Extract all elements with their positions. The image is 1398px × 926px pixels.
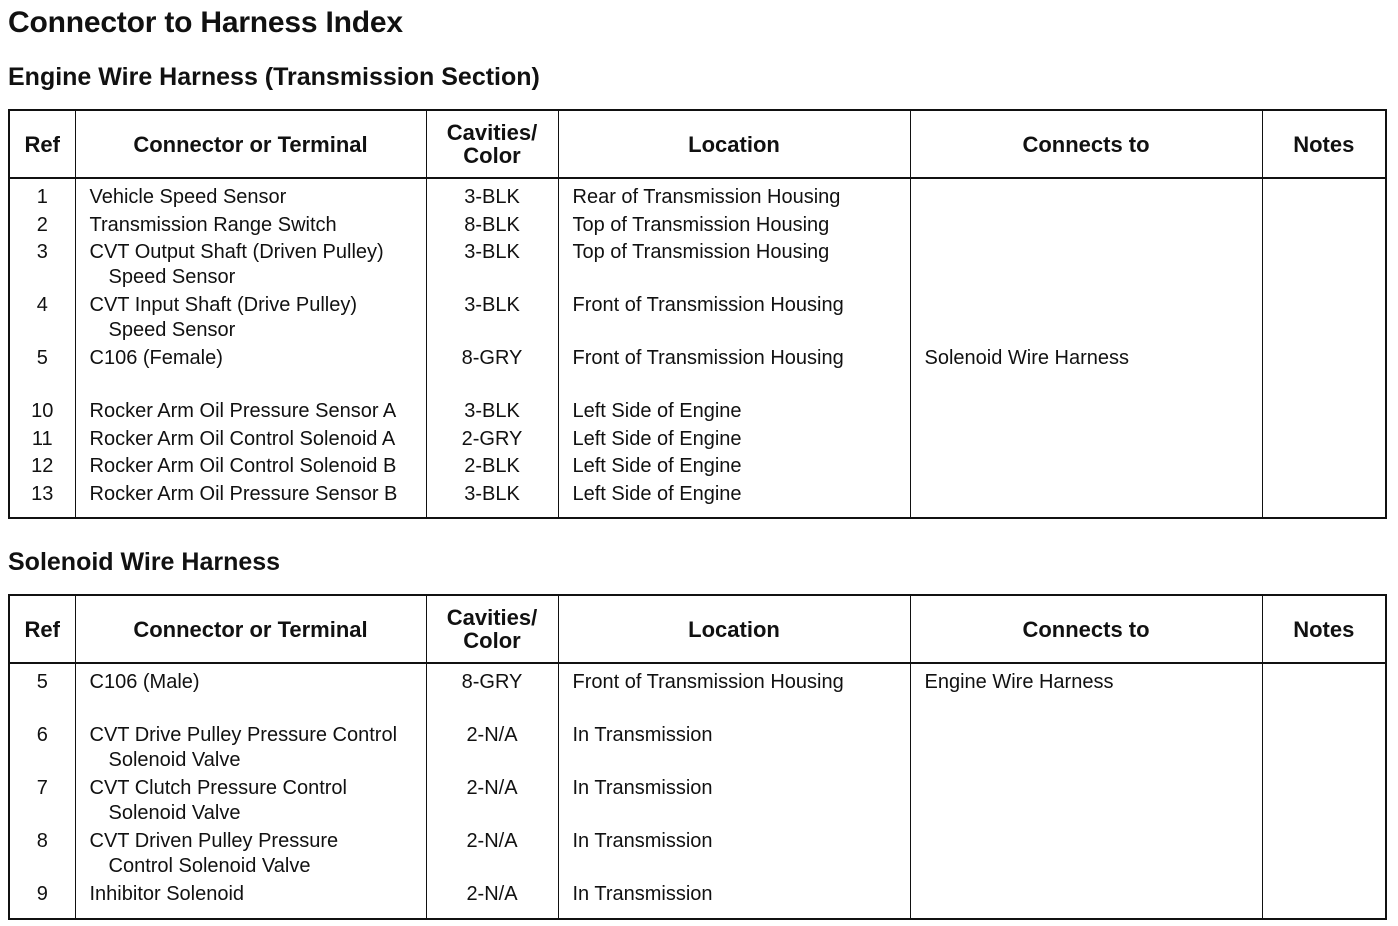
cell-location: In Transmission — [558, 776, 910, 829]
cell-ref: 5 — [36, 347, 48, 369]
cell-ref: 3 — [36, 241, 48, 263]
cell-ref: 8 — [36, 830, 48, 852]
cell-location: Left Side of Engine — [558, 427, 910, 455]
table-row — [9, 427, 1386, 455]
cell-cavities: 3-BLK — [426, 178, 558, 213]
connector-name-continued: Solenoid Valve — [108, 802, 241, 824]
connector-name: Rocker Arm Oil Pressure Sensor A — [89, 400, 397, 422]
page-title: Connector to Harness Index — [8, 6, 403, 39]
cell-connects-to — [910, 482, 1262, 519]
cell-cavities: 2-N/A — [426, 829, 558, 882]
cell-notes — [1262, 723, 1386, 776]
cell-connector — [75, 399, 426, 427]
cell-connector — [75, 663, 426, 723]
cell-ref: 9 — [36, 883, 48, 905]
cell-notes — [1262, 240, 1386, 293]
cell-connector — [75, 346, 426, 399]
cell-notes — [1262, 346, 1386, 399]
cell-connects-to — [910, 454, 1262, 482]
cell-connects-to — [910, 829, 1262, 882]
header-connects-to: Connects to — [910, 110, 1262, 178]
cell-connector — [75, 882, 426, 919]
cell-connects-to — [910, 293, 1262, 346]
cell-location: Left Side of Engine — [558, 454, 910, 482]
header-ref: Ref — [9, 110, 75, 178]
header-connects-to: Connects to — [910, 595, 1262, 663]
cell-location: Top of Transmission Housing — [558, 240, 910, 293]
cell-connector — [75, 723, 426, 776]
cell-connects-to — [910, 240, 1262, 293]
cell-notes — [1262, 829, 1386, 882]
cell-notes — [1262, 482, 1386, 519]
cell-cavities: 2-N/A — [426, 882, 558, 919]
section-title-engine-harness: Engine Wire Harness (Transmission Section) — [8, 63, 540, 91]
cell-cavities: 2-N/A — [426, 776, 558, 829]
connector-name: Inhibitor Solenoid — [89, 883, 245, 905]
table-row — [9, 776, 1386, 829]
table-row — [9, 882, 1386, 919]
cell-location: Top of Transmission Housing — [558, 213, 910, 241]
connector-name: CVT Driven Pulley Pressure — [89, 830, 339, 852]
engine-harness-rows — [9, 178, 1386, 518]
cell-connector — [75, 178, 426, 213]
cell-connects-to — [910, 427, 1262, 455]
solenoid-harness-table — [8, 594, 1387, 920]
cell-cavities: 3-BLK — [426, 482, 558, 519]
cell-notes — [1262, 213, 1386, 241]
connector-name: C106 (Female) — [89, 347, 223, 369]
table-row — [9, 213, 1386, 241]
connector-name-continued: Speed Sensor — [108, 266, 236, 288]
connector-name: Rocker Arm Oil Control Solenoid B — [89, 455, 397, 477]
cell-ref: 10 — [31, 400, 54, 422]
header-cavities-line2: Color — [463, 628, 521, 653]
table-row — [9, 346, 1386, 399]
cell-location: In Transmission — [558, 723, 910, 776]
engine-harness-table — [8, 109, 1387, 519]
cell-notes — [1262, 882, 1386, 919]
table-row — [9, 240, 1386, 293]
cell-cavities: 3-BLK — [426, 399, 558, 427]
cell-location: In Transmission — [558, 829, 910, 882]
cell-ref: 13 — [31, 482, 54, 505]
connector-name-continued: Speed Sensor — [108, 319, 236, 341]
header-connector: Connector or Terminal — [75, 595, 426, 663]
header-location: Location — [558, 110, 910, 178]
cell-connects-to — [910, 776, 1262, 829]
cell-ref: 6 — [36, 724, 48, 746]
table-row — [9, 454, 1386, 482]
cell-connects-to — [910, 399, 1262, 427]
cell-notes — [1262, 178, 1386, 213]
cell-notes — [1262, 399, 1386, 427]
cell-ref: 5 — [36, 671, 48, 693]
cell-notes — [1262, 427, 1386, 455]
connector-name-continued: Solenoid Valve — [108, 749, 241, 771]
cell-notes — [1262, 663, 1386, 723]
connector-name: CVT Clutch Pressure Control — [89, 777, 347, 799]
header-cavities — [426, 595, 558, 663]
cell-ref: 1 — [36, 186, 48, 208]
header-cavities-line2: Color — [463, 143, 521, 168]
cell-ref: 12 — [31, 455, 54, 477]
cell-cavities: 2-N/A — [426, 723, 558, 776]
table-row — [9, 723, 1386, 776]
cell-location: Front of Transmission Housing — [558, 293, 910, 346]
cell-cavities: 3-BLK — [426, 240, 558, 293]
cell-notes — [1262, 776, 1386, 829]
cell-connector — [75, 293, 426, 346]
cell-cavities: 2-BLK — [426, 454, 558, 482]
cell-connector — [75, 454, 426, 482]
connector-name: C106 (Male) — [89, 671, 200, 693]
cell-connects-to: Engine Wire Harness — [910, 663, 1262, 723]
cell-cavities: 3-BLK — [426, 293, 558, 346]
header-cavities-line1: Cavities/ — [446, 605, 538, 630]
table-row — [9, 399, 1386, 427]
cell-cavities: 8-GRY — [426, 663, 558, 723]
cell-cavities: 8-GRY — [426, 346, 558, 399]
connector-name: CVT Output Shaft (Driven Pulley) — [89, 241, 384, 263]
header-cavities — [426, 110, 558, 178]
cell-connector — [75, 482, 426, 519]
table-header-row — [9, 110, 1386, 178]
cell-connects-to — [910, 723, 1262, 776]
cell-connector — [75, 829, 426, 882]
table-row — [9, 482, 1386, 519]
table-row — [9, 293, 1386, 346]
cell-location: Rear of Transmission Housing — [558, 178, 910, 213]
cell-connects-to — [910, 178, 1262, 213]
cell-notes — [1262, 454, 1386, 482]
cell-location: Front of Transmission Housing — [558, 663, 910, 723]
connector-name: CVT Drive Pulley Pressure Control — [89, 724, 398, 746]
header-notes: Notes — [1262, 595, 1386, 663]
cell-ref: 2 — [36, 213, 48, 236]
cell-connector — [75, 427, 426, 455]
connector-name-continued: Control Solenoid Valve — [108, 855, 311, 877]
cell-connector — [75, 240, 426, 293]
cell-ref: 7 — [36, 777, 48, 799]
header-ref: Ref — [9, 595, 75, 663]
cell-location: In Transmission — [558, 882, 910, 919]
cell-connects-to: Solenoid Wire Harness — [910, 346, 1262, 399]
table-header-row — [9, 595, 1386, 663]
connector-name: CVT Input Shaft (Drive Pulley) — [89, 294, 358, 316]
connector-name: Transmission Range Switch — [89, 213, 337, 236]
header-location: Location — [558, 595, 910, 663]
cell-cavities: 8-BLK — [426, 213, 558, 241]
header-connector: Connector or Terminal — [75, 110, 426, 178]
cell-connects-to — [910, 213, 1262, 241]
solenoid-harness-rows — [9, 663, 1386, 919]
cell-connector — [75, 776, 426, 829]
cell-location: Left Side of Engine — [558, 482, 910, 519]
section-title-solenoid-harness: Solenoid Wire Harness — [8, 548, 281, 576]
connector-name: Rocker Arm Oil Pressure Sensor B — [89, 482, 398, 505]
cell-connects-to — [910, 882, 1262, 919]
connector-name: Rocker Arm Oil Control Solenoid A — [89, 427, 396, 450]
connector-name: Vehicle Speed Sensor — [89, 186, 287, 208]
cell-cavities: 2-GRY — [426, 427, 558, 455]
table-row — [9, 663, 1386, 723]
header-cavities-line1: Cavities/ — [446, 120, 538, 145]
cell-connector — [75, 213, 426, 241]
table-row — [9, 178, 1386, 213]
cell-ref: 11 — [31, 427, 53, 450]
cell-notes — [1262, 293, 1386, 346]
cell-ref: 4 — [36, 294, 48, 316]
cell-location: Left Side of Engine — [558, 399, 910, 427]
table-row — [9, 829, 1386, 882]
header-notes: Notes — [1262, 110, 1386, 178]
cell-location: Front of Transmission Housing — [558, 346, 910, 399]
